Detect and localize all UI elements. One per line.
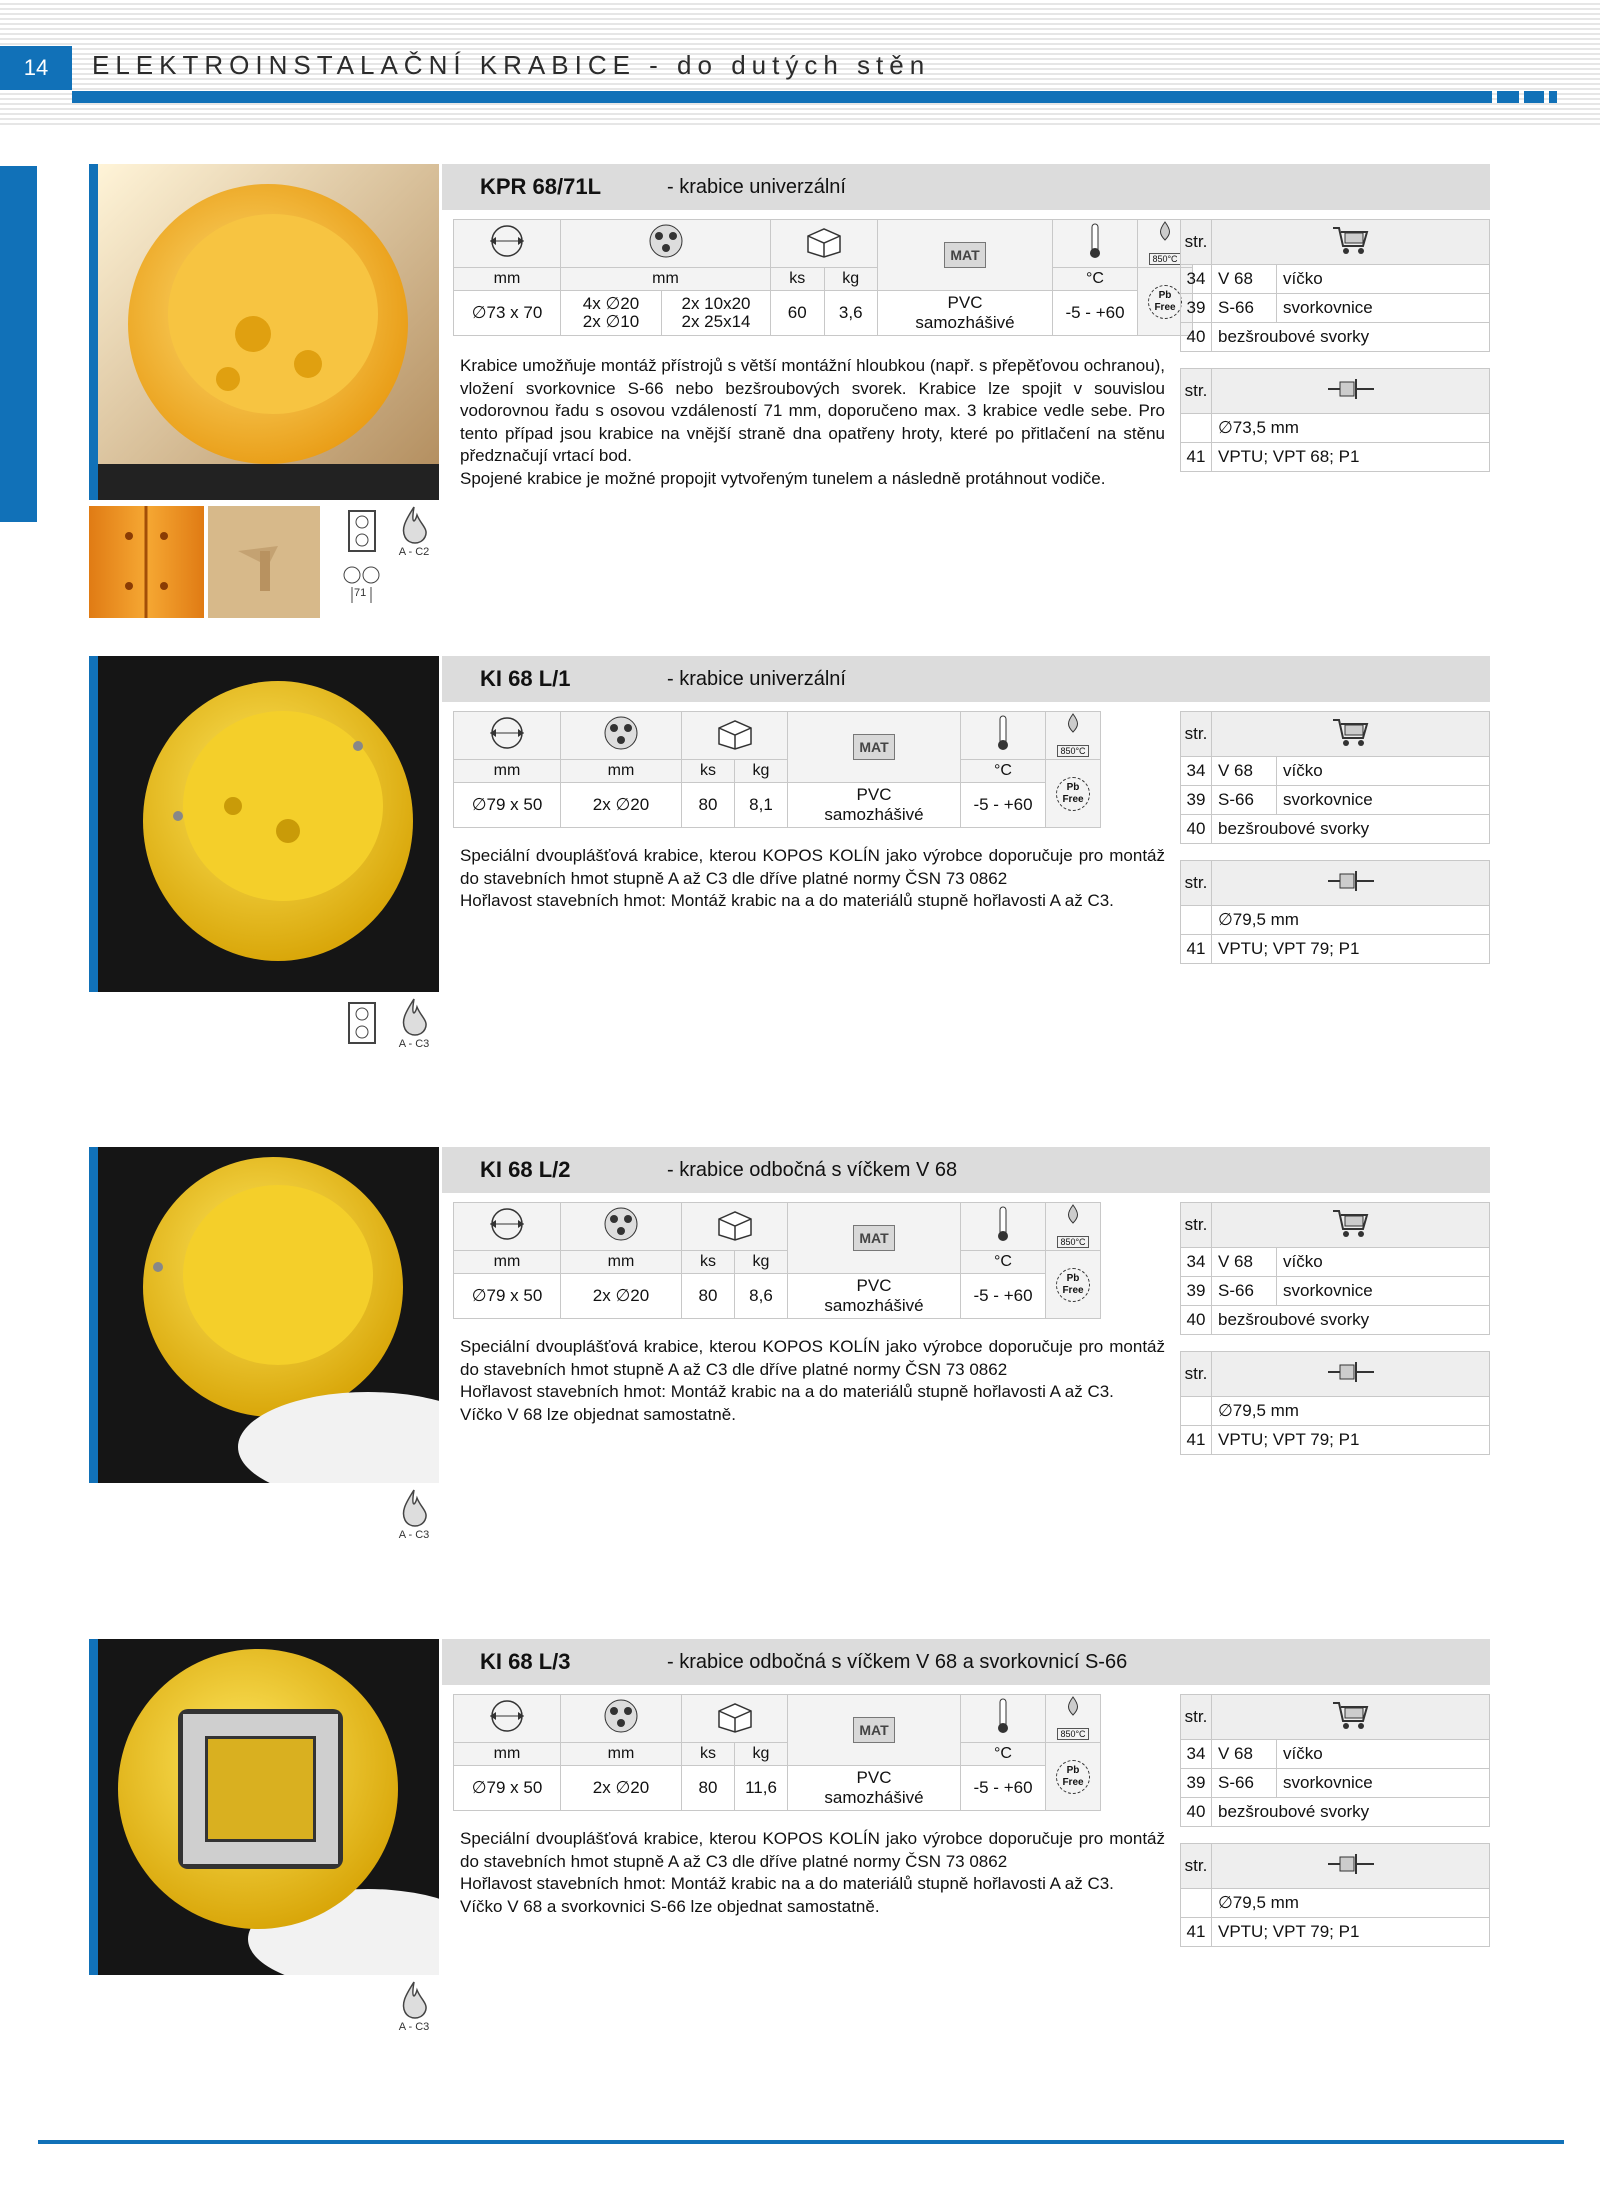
paragraph: Hořlavost stavebních hmot: Montáž krabic na a do materiálů stupně hořlavosti A až C3. — [460, 1874, 1114, 1894]
acc-code: bezšroubové svorky — [1212, 815, 1490, 844]
str-label: str. — [1181, 220, 1212, 265]
acc-code: bezšroubové svorky — [1212, 1306, 1490, 1335]
product-text — [460, 1828, 1165, 1918]
box-icon — [682, 1203, 788, 1251]
box-icon — [682, 1695, 788, 1743]
unit-kg: kg — [824, 268, 878, 291]
drill-tool-icon — [1212, 1352, 1490, 1397]
flammability-icon — [394, 1488, 434, 1541]
glow-wire-icon: 850°C — [1046, 712, 1101, 760]
ks-value: 80 — [682, 783, 735, 828]
acc-code: S-66 — [1212, 1769, 1277, 1798]
acc-name: svorkovnice — [1277, 1277, 1490, 1306]
page-number: 14 — [0, 46, 72, 90]
unit-ks: ks — [682, 1743, 735, 1766]
glow-wire-icon: 850°C — [1138, 220, 1193, 268]
holes-value: 2x ∅20 — [561, 1274, 682, 1319]
flammability-icon — [394, 505, 434, 558]
holes-value: 2x ∅20 — [561, 1766, 682, 1811]
tools-table — [1180, 860, 1490, 964]
str-label: str. — [1181, 1844, 1212, 1889]
temperature-value: -5 - +60 — [1053, 291, 1138, 336]
product-title-bar — [442, 1639, 1490, 1685]
spacing-label: 71 — [354, 587, 367, 599]
product-code: KI 68 L/2 — [480, 1157, 571, 1182]
acc-code: S-66 — [1212, 1277, 1277, 1306]
header-square — [1524, 91, 1544, 103]
acc-code: V 68 — [1212, 1248, 1277, 1277]
tool-str: 41 — [1181, 935, 1212, 964]
spec-table — [453, 1694, 1101, 1811]
dimension-icon — [454, 1203, 561, 1251]
holes-value: 4x ∅20 2x ∅10 — [561, 291, 662, 336]
acc-code: V 68 — [1212, 265, 1277, 294]
header-square — [1497, 91, 1519, 103]
box-icon — [771, 220, 878, 268]
tools-table — [1180, 1351, 1490, 1455]
acc-name: svorkovnice — [1277, 786, 1490, 815]
product-title-bar — [442, 1147, 1490, 1193]
class-label: A - C3 — [398, 2021, 430, 2033]
knockout-holes-icon — [561, 220, 771, 268]
tools-table — [1180, 1843, 1490, 1947]
product-description: - krabice univerzální — [667, 668, 846, 690]
acc-str: 34 — [1181, 1740, 1212, 1769]
acc-str: 39 — [1181, 786, 1212, 815]
str-label: str. — [1181, 1695, 1212, 1740]
material-icon: MAT — [788, 1203, 961, 1274]
accessories-table — [1180, 1694, 1490, 1827]
thermometer-icon — [961, 1203, 1046, 1251]
kg-value: 11,6 — [735, 1766, 788, 1811]
acc-name: víčko — [1277, 1740, 1490, 1769]
unit-kg: kg — [735, 1251, 788, 1274]
acc-str: 39 — [1181, 294, 1212, 323]
drill-tool-icon — [1212, 1844, 1490, 1889]
acc-name: víčko — [1277, 265, 1490, 294]
unit-mm: mm — [561, 1743, 682, 1766]
flammability-icon — [394, 1980, 434, 2033]
unit-mm: mm — [454, 1251, 561, 1274]
double-socket-icon — [348, 1002, 376, 1049]
header-square — [1549, 91, 1557, 103]
accessories-table — [1180, 219, 1490, 352]
acc-str: 34 — [1181, 265, 1212, 294]
unit-deg: °C — [961, 1743, 1046, 1766]
tool-dim: ∅79,5 mm — [1212, 1397, 1490, 1426]
product-title-bar — [442, 164, 1490, 210]
double-socket-icon — [348, 510, 376, 557]
temperature-value: -5 - +60 — [961, 1274, 1046, 1319]
cart-icon — [1212, 1203, 1490, 1248]
temperature-value: -5 - +60 — [961, 783, 1046, 828]
ks-value: 60 — [771, 291, 825, 336]
material-icon: MAT — [788, 1695, 961, 1766]
glow-wire-icon: 850°C — [1046, 1695, 1101, 1743]
tool-str: 41 — [1181, 1918, 1212, 1947]
material-value: PVC samozhášivé — [788, 1274, 961, 1319]
acc-code: V 68 — [1212, 1740, 1277, 1769]
spec-table — [453, 1202, 1101, 1319]
pb-free-icon: Pb Free — [1046, 760, 1101, 828]
tool-name: VPTU; VPT 79; P1 — [1212, 1426, 1490, 1455]
acc-code: S-66 — [1212, 786, 1277, 815]
str-label: str. — [1181, 861, 1212, 906]
unit-kg: kg — [735, 760, 788, 783]
kg-value: 8,6 — [735, 1274, 788, 1319]
acc-str: 39 — [1181, 1277, 1212, 1306]
knockout-holes-icon — [561, 1203, 682, 1251]
paragraph: Hořlavost stavebních hmot: Montáž krabic na a do materiálů stupně hořlavosti A až C3. — [460, 1382, 1114, 1402]
kg-value: 8,1 — [735, 783, 788, 828]
drill-tool-icon — [1212, 369, 1490, 414]
class-label: A - C2 — [398, 546, 430, 558]
ks-value: 80 — [682, 1766, 735, 1811]
holes-value: 2x 10x20 2x 25x14 — [662, 291, 771, 336]
acc-name: víčko — [1277, 757, 1490, 786]
tool-name: VPTU; VPT 79; P1 — [1212, 935, 1490, 964]
accessories-table — [1180, 1202, 1490, 1335]
material-icon: MAT — [878, 220, 1053, 291]
tools-table — [1180, 368, 1490, 472]
paragraph: Víčko V 68 lze objednat samostatně. — [460, 1404, 736, 1424]
product-photo-ki-68-l1 — [89, 656, 439, 992]
box-icon — [682, 712, 788, 760]
product-text — [460, 845, 1165, 913]
glow-wire-icon: 850°C — [1046, 1203, 1101, 1251]
unit-ks: ks — [771, 268, 825, 291]
paragraph: Speciální dvouplášťová krabice, kterou KOPOS KOLÍN jako výrobce doporučuje pro montáž do stavebních hmot stupně A až C3 dle dříve platné normy ČSN 73 0862 — [460, 1337, 1165, 1379]
paragraph: Speciální dvouplášťová krabice, kterou KOPOS KOLÍN jako výrobce doporučuje pro montáž do stavebních hmot stupně A až C3 dle dříve platné normy ČSN 73 0862 — [460, 846, 1165, 888]
acc-code: V 68 — [1212, 757, 1277, 786]
product-photo-ki-68-l3 — [89, 1639, 439, 1975]
product-code: KI 68 L/1 — [480, 666, 571, 691]
tool-name: VPTU; VPT 79; P1 — [1212, 1918, 1490, 1947]
temperature-value: -5 - +60 — [961, 1766, 1046, 1811]
knockout-holes-icon — [561, 1695, 682, 1743]
tool-name: VPTU; VPT 68; P1 — [1212, 443, 1490, 472]
acc-code: S-66 — [1212, 294, 1277, 323]
knockout-holes-icon — [561, 712, 682, 760]
thermometer-icon — [961, 712, 1046, 760]
acc-str: 40 — [1181, 1306, 1212, 1335]
unit-mm: mm — [561, 760, 682, 783]
unit-deg: °C — [961, 1251, 1046, 1274]
acc-str: 40 — [1181, 323, 1212, 352]
paragraph: Hořlavost stavebních hmot: Montáž krabic na a do materiálů stupně hořlavosti A až C3. — [460, 891, 1114, 911]
product-photo-kpr-68-71l — [89, 164, 439, 500]
acc-code: bezšroubové svorky — [1212, 1798, 1490, 1827]
acc-str: 40 — [1181, 815, 1212, 844]
acc-name: víčko — [1277, 1248, 1490, 1277]
paragraph: Spojené krabice je možné propojit vytvořeným tunelem a následně protáhnout vodiče. — [460, 468, 1106, 488]
tool-str: 41 — [1181, 1426, 1212, 1455]
pb-free-icon: Pb Free — [1138, 268, 1193, 336]
unit-kg: kg — [735, 1743, 788, 1766]
ks-value: 80 — [682, 1274, 735, 1319]
drill-tool-icon — [1212, 861, 1490, 906]
acc-name: svorkovnice — [1277, 1769, 1490, 1798]
unit-mm: mm — [454, 1743, 561, 1766]
spec-table — [453, 219, 1193, 336]
dimension-icon — [454, 712, 561, 760]
kg-value: 3,6 — [824, 291, 878, 336]
dimension-value: ∅79 x 50 — [454, 1274, 561, 1319]
cart-icon — [1212, 1695, 1490, 1740]
unit-ks: ks — [682, 1251, 735, 1274]
material-value: PVC samozhášivé — [878, 291, 1053, 336]
product-description: - krabice univerzální — [667, 176, 846, 198]
unit-mm: mm — [561, 1251, 682, 1274]
product-title-bar — [442, 656, 1490, 702]
material-value: PVC samozhášivé — [788, 1766, 961, 1811]
holes-value: 2x ∅20 — [561, 783, 682, 828]
paragraph: Víčko V 68 a svorkovnici S-66 lze objednat samostatně. — [460, 1896, 880, 1916]
unit-mm: mm — [454, 760, 561, 783]
accessories-table — [1180, 711, 1490, 844]
tool-dim: ∅73,5 mm — [1212, 414, 1490, 443]
unit-ks: ks — [682, 760, 735, 783]
class-label: A - C3 — [398, 1038, 430, 1050]
product-photo-ki-68-l2 — [89, 1147, 439, 1483]
footer-rule — [38, 2140, 1564, 2144]
cart-icon — [1212, 220, 1490, 265]
class-label: A - C3 — [398, 1529, 430, 1541]
cart-icon — [1212, 712, 1490, 757]
product-code: KI 68 L/3 — [480, 1649, 571, 1674]
material-icon: MAT — [788, 712, 961, 783]
flammability-icon — [394, 997, 434, 1050]
dimension-value: ∅79 x 50 — [454, 783, 561, 828]
dimension-icon — [454, 1695, 561, 1743]
acc-str: 34 — [1181, 757, 1212, 786]
thermometer-icon — [1053, 220, 1138, 268]
product-code: KPR 68/71L — [480, 174, 602, 199]
spec-table — [453, 711, 1101, 828]
pb-free-icon: Pb Free — [1046, 1251, 1101, 1319]
product-description: - krabice odbočná s víčkem V 68 — [667, 1159, 958, 1181]
unit-deg: °C — [1053, 268, 1138, 291]
unit-mm: mm — [454, 268, 561, 291]
dimension-value: ∅73 x 70 — [454, 291, 561, 336]
unit-deg: °C — [961, 760, 1046, 783]
acc-str: 34 — [1181, 1248, 1212, 1277]
acc-name: svorkovnice — [1277, 294, 1490, 323]
product-text — [460, 355, 1165, 491]
acc-str: 40 — [1181, 1798, 1212, 1827]
acc-code: bezšroubové svorky — [1212, 323, 1490, 352]
material-value: PVC samozhášivé — [788, 783, 961, 828]
detail-photo-spike — [208, 506, 320, 618]
unit-mm: mm — [561, 268, 771, 291]
str-label: str. — [1181, 712, 1212, 757]
tool-str: 41 — [1181, 443, 1212, 472]
page-title: ELEKTROINSTALAČNÍ KRABICE - do dutých stěn — [92, 50, 931, 80]
tool-dim: ∅79,5 mm — [1212, 1889, 1490, 1918]
paragraph: Krabice umožňuje montáž přístrojů s větší montážní hloubkou (např. s přepěťovou ochranou), vložení svorkovnice S-66 nebo bezšroubových svorek. Krabice lze spojit v souvislou vodorovnou řadu s osovou vzdáleností 71 mm, doporučeno max. 3 krabice vedle sebe. Pro tento případ jsou krabice na vnější straně dna opatřeny hroty, které po přitlačení na stěnu předznačují vrtací bod. — [460, 356, 1165, 466]
section-tab — [0, 166, 37, 522]
str-label: str. — [1181, 1352, 1212, 1397]
str-label: str. — [1181, 1203, 1212, 1248]
paragraph: Speciální dvouplášťová krabice, kterou KOPOS KOLÍN jako výrobce doporučuje pro montáž do stavebních hmot stupně A až C3 dle dříve platné normy ČSN 73 0862 — [460, 1829, 1165, 1871]
header-rule — [72, 91, 1492, 103]
acc-str: 39 — [1181, 1769, 1212, 1798]
dimension-icon — [454, 220, 561, 268]
str-label: str. — [1181, 369, 1212, 414]
detail-photo-joined — [89, 506, 204, 618]
product-description: - krabice odbočná s víčkem V 68 a svorkovnicí S-66 — [667, 1651, 1128, 1673]
tool-dim: ∅79,5 mm — [1212, 906, 1490, 935]
pb-free-icon: Pb Free — [1046, 1743, 1101, 1811]
product-text — [460, 1336, 1165, 1426]
dimension-value: ∅79 x 50 — [454, 1766, 561, 1811]
thermometer-icon — [961, 1695, 1046, 1743]
